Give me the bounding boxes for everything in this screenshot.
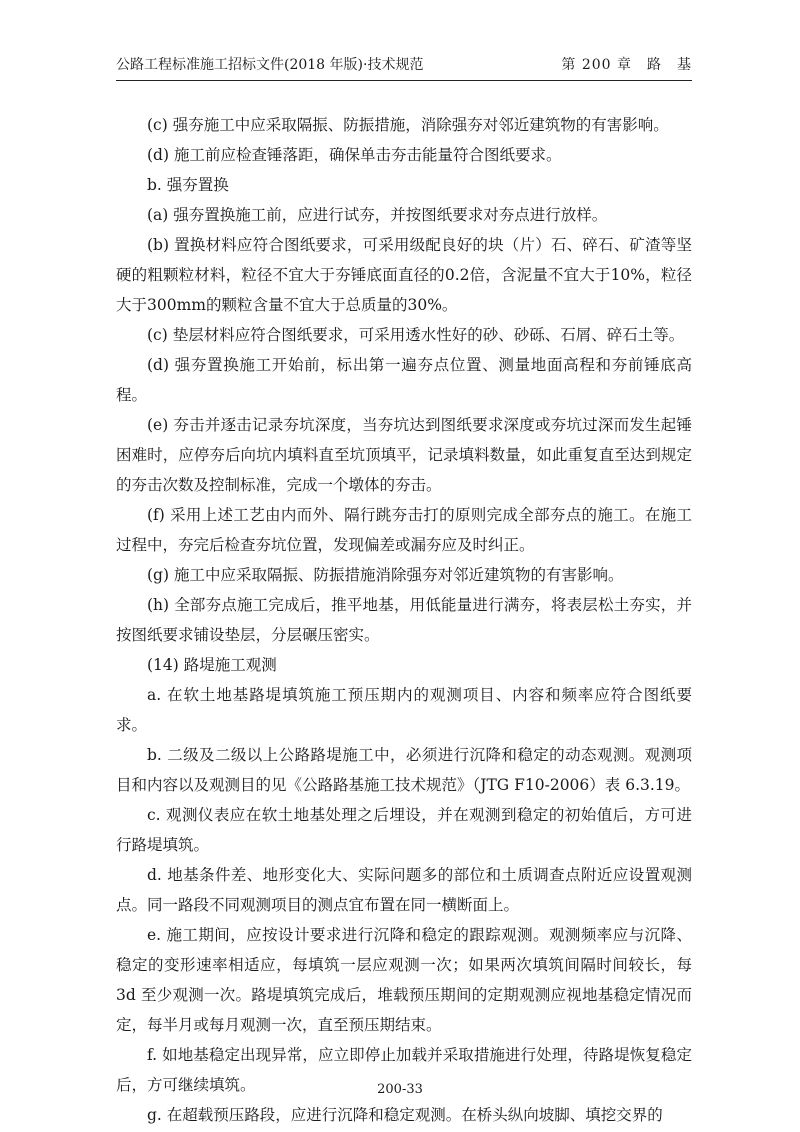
paragraph: d. 地基条件差、地形变化大、实际问题多的部位和土质调查点附近应设置观测点。同一路段不同观测项目的测点宜布置在同一横断面上。 xyxy=(116,866,692,914)
paragraph: (b) 置换材料应符合图纸要求，可采用级配良好的块（片）石、碎石、矿渣等坚硬的粗颗粒材料，粒径不宜大于夯锤底面直径的0.2倍，含泥量不宜大于10%，粒径大于300mm的颗粒含量不宜大于总质量的30%。 xyxy=(116,236,692,314)
section-heading: (14) 路堤施工观测 xyxy=(147,656,277,674)
paragraph: c. 观测仪表应在软土地基处理之后埋设，并在观测到稳定的初始值后，方可进行路堤填筑。 xyxy=(116,806,692,854)
paragraph: g. 在超载预压路段，应进行沉降和稳定观测。在桥头纵向坡脚、填挖交界的 xyxy=(147,1106,663,1124)
document-title: 公路工程标准施工招标文件(2018 年版)·技术规范 xyxy=(116,57,424,73)
page-number: 200-33 xyxy=(377,1082,423,1097)
paragraph: (c) 垫层材料应符合图纸要求，可采用透水性好的砂、砂砾、石屑、碎石土等。 xyxy=(147,326,685,344)
paragraph: f. 如地基稳定出现异常，应立即停止加载并采取措施进行处理，待路堤恢复稳定后，方可继续填筑。 xyxy=(116,1046,692,1094)
paragraph: e. 施工期间，应按设计要求进行沉降和稳定的跟踪观测。观测频率应与沉降、稳定的变形速率相适应，每填筑一层应观测一次；如果两次填筑间隔时间较长，每 3d 至少观测一次。路堤填筑完成后，堆载预压期间的定期观测应视地基稳定情况而定，每半月或每月观测一次，直至预压期结束。 xyxy=(116,926,692,1034)
page-header xyxy=(116,50,692,81)
paragraph: (c) 强夯施工中应采取隔振、防振措施，消除强夯对邻近建筑物的有害影响。 xyxy=(147,116,669,134)
body-text xyxy=(116,110,692,1130)
paragraph: (e) 夯击并逐击记录夯坑深度，当夯坑达到图纸要求深度或夯坑过深而发生起锤困难时，应停夯后向坑内填料直至坑顶填平，记录填料数量，如此重复直至达到规定的夯击次数及控制标准，完成一个墩体的夯击。 xyxy=(116,416,692,494)
paragraph: (g) 施工中应采取隔振、防振措施消除强夯对邻近建筑物的有害影响。 xyxy=(147,566,624,584)
paragraph: (f) 采用上述工艺由内而外、隔行跳夯击打的原则完成全部夯点的施工。在施工过程中，夯完后检查夯坑位置，发现偏差或漏夯应及时纠正。 xyxy=(116,506,692,554)
chapter-title: 第 200 章 路 基 xyxy=(561,57,692,73)
paragraph: (h) 全部夯点施工完成后，推平地基，用低能量进行满夯，将表层松土夯实，并按图纸要求铺设垫层，分层碾压密实。 xyxy=(116,596,692,644)
paragraph: (d) 强夯置换施工开始前，标出第一遍夯点位置、测量地面高程和夯前锤底高程。 xyxy=(116,356,692,404)
subsection-heading: b. 强夯置换 xyxy=(147,176,229,194)
paragraph: a. 在软土地基路堤填筑施工预压期内的观测项目、内容和频率应符合图纸要求。 xyxy=(116,686,692,734)
paragraph: b. 二级及二级以上公路路堤施工中，必须进行沉降和稳定的动态观测。观测项目和内容以及观测目的见《公路路基施工技术规范》（JTG F10-2006）表 6.3.19。 xyxy=(116,746,692,794)
paragraph: (a) 强夯置换施工前，应进行试夯，并按图纸要求对夯点进行放样。 xyxy=(147,206,608,224)
paragraph: (d) 施工前应检查锤落距，确保单击夯击能量符合图纸要求。 xyxy=(147,146,562,164)
